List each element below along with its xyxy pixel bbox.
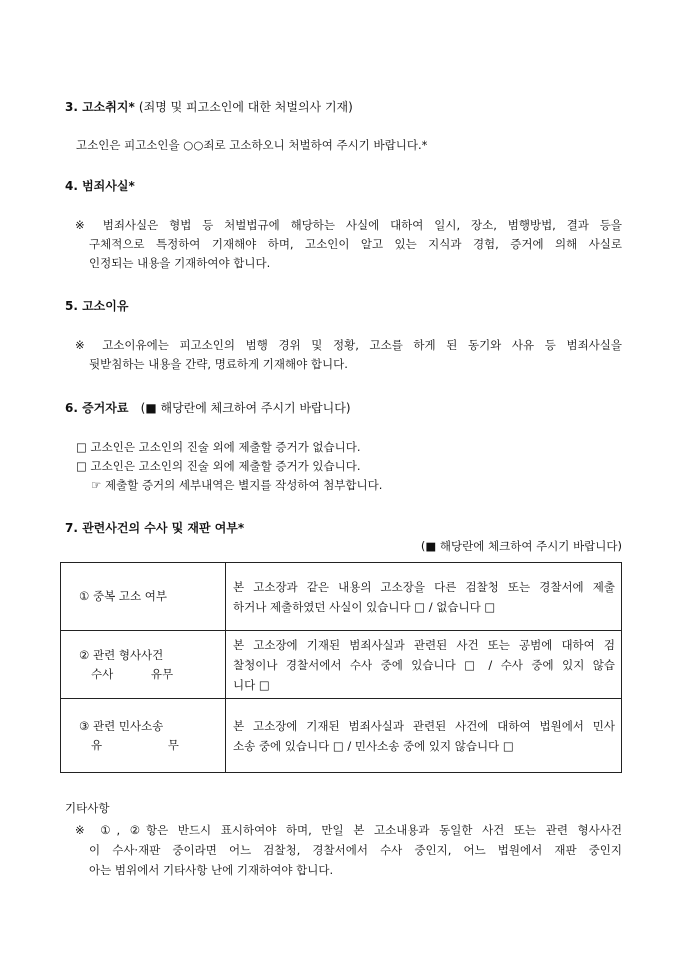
row3-label-line-2: 유 무 [91, 737, 179, 752]
section5-line-1: ※ 고소이유에는 피고소인의 범행 경위 및 정황, 고소를 하게 된 동기와 사유 등 범죄사실을 [75, 338, 622, 352]
section6-note: (■ 해당란에 체크하여 주시기 바랍니다) [140, 401, 351, 415]
row2-label [61, 631, 226, 699]
misc-line-2: 이 수사·재판 중이라면 어느 검찰청, 경찰서에서 수사 중인지, 어느 법원에서 재판 중인지 [89, 843, 622, 857]
section4-title: 4. 범죄사실* [65, 179, 135, 193]
row2-content[interactable] [226, 631, 622, 699]
misc-line-1: ※ ①, ②항은 반드시 표시하여야 하며, 만일 본 고소내용과 동일한 사건 또는 관련 형사사건 [75, 823, 622, 837]
row1-line-2: 하거나 제출하였던 사실이 있습니다 □ / 없습니다 □ [233, 599, 496, 614]
evidence-subnote: ☞ 제출할 증거의 세부내역은 별지를 작성하여 첨부합니다. [91, 478, 383, 492]
row3-line-1: 본 고소장에 기재된 범죄사실과 관련된 사건에 대하여 법원에서 민사 [233, 718, 615, 733]
table-row-criminal-case [61, 631, 622, 699]
row3-label-line-1: ③ 관련 민사소송 [79, 718, 164, 733]
section4-line-2: 구체적으로 특정하여 기재해야 하며, 고소인이 알고 있는 지식과 경험, 증거에 의해 사실로 [89, 237, 622, 251]
row3-label [61, 699, 226, 773]
section5-title: 5. 고소이유 [65, 299, 129, 313]
row2-line-2: 찰청이나 경찰서에서 수사 중에 있습니다 □ / 수사 중에 있지 않습 [233, 657, 615, 672]
section5-line-2: 뒷받침하는 내용을 간략, 명료하게 기재해야 합니다. [89, 357, 348, 371]
row1-label [61, 563, 226, 631]
section7-title: 7. 관련사건의 수사 및 재판 여부* [65, 521, 245, 535]
row1-line-1: 본 고소장과 같은 내용의 고소장을 다른 검찰청 또는 경찰서에 제출 [233, 579, 615, 594]
row2-label-line-1: ② 관련 형사사건 [79, 647, 164, 662]
section6-title: 6. 증거자료 [65, 401, 129, 415]
section4-line-1: ※ 범죄사실은 형법 등 처벌법규에 해당하는 사실에 대하여 일시, 장소, 범행방법, 결과 등을 [75, 218, 622, 232]
row2-line-3: 니다 □ [233, 677, 270, 692]
misc-title: 기타사항 [65, 801, 110, 815]
misc-line-3: 아는 범위에서 기타사항 난에 기재하여야 합니다. [89, 863, 334, 877]
row3-content[interactable] [226, 699, 622, 773]
row3-line-2: 소송 중에 있습니다 □ / 민사소송 중에 있지 않습니다 □ [233, 738, 514, 753]
row1-label-text: ① 중복 고소 여부 [79, 589, 167, 603]
section3-body: 고소인은 피고소인을 ○○죄로 고소하오니 처벌하여 주시기 바랍니다.* [76, 138, 428, 152]
evidence-option-none[interactable]: □ 고소인은 고소인의 진술 외에 제출할 증거가 없습니다. [76, 440, 361, 454]
row2-line-1: 본 고소장에 기재된 범죄사실과 관련된 사건 또는 공범에 대하여 검 [233, 637, 615, 652]
section3-note: (죄명 및 피고소인에 대한 처벌의사 기재) [138, 100, 353, 114]
section4-line-3: 인정되는 내용을 기재하여야 합니다. [89, 256, 271, 270]
row1-content[interactable] [226, 563, 622, 631]
row2-label-line-2: 수사 유무 [91, 666, 174, 681]
section6-heading [65, 399, 351, 416]
table-row-civil-suit [61, 699, 622, 773]
evidence-option-present[interactable]: □ 고소인은 고소인의 진술 외에 제출할 증거가 있습니다. [76, 459, 361, 473]
section7-note: (■ 해당란에 체크하여 주시기 바랍니다) [420, 539, 622, 553]
table-row-duplicate-complaint [61, 563, 622, 631]
section3-title: 3. 고소취지* [65, 100, 135, 114]
related-cases-table [60, 562, 622, 773]
section3-heading [65, 98, 353, 115]
